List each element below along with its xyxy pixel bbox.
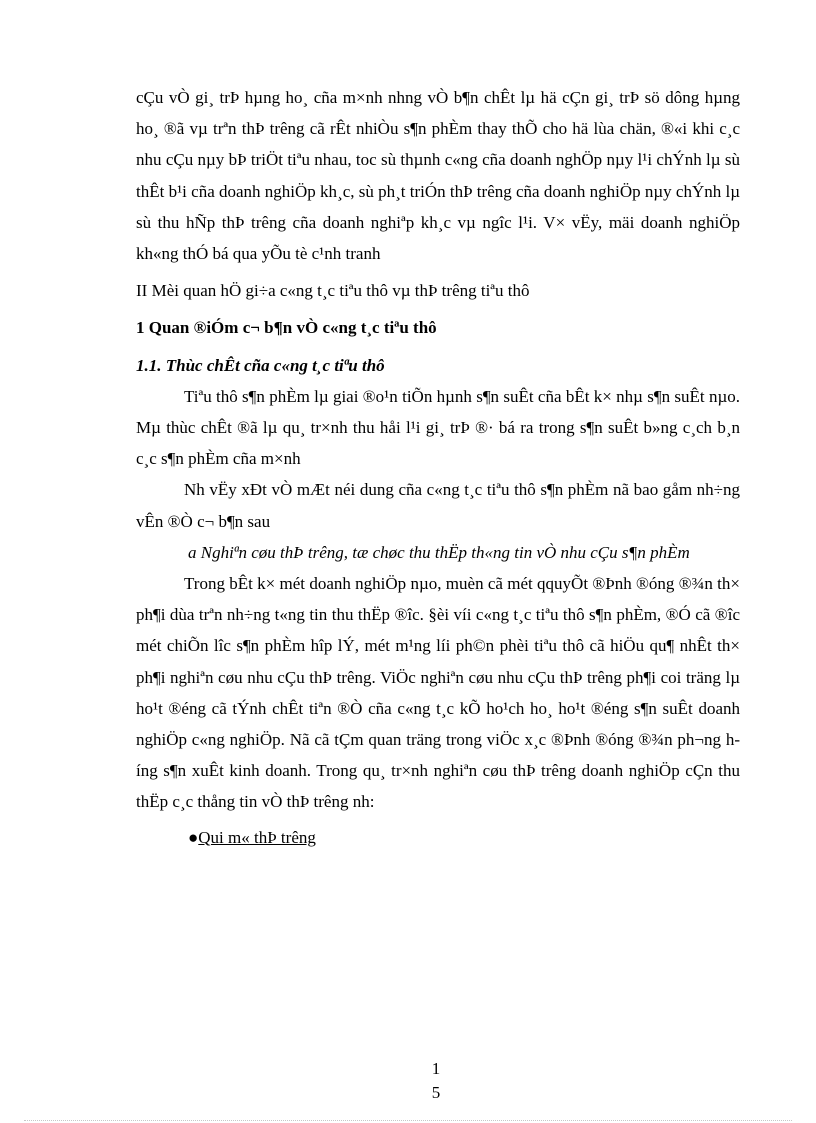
page-number-line2: 5 [431,1083,441,1102]
bullet-text: Qui m« thÞ trêng [198,827,316,847]
bullet-item-market-size [136,822,740,853]
list-item-a: a Nghiªn cøu thÞ trêng, tæ chøc thu thËp th«ng tin vÒ nhu cÇu s¶n phÈm [188,542,690,562]
page-bottom-divider [24,1120,792,1121]
bullet-icon: ● [188,827,199,847]
page-number-line1: 1 [431,1059,441,1078]
paragraph-content: Nh vËy xÐt vÒ mÆt néi dung cña c«ng t¸c tiªu thô s¶n phÈm nã bao gåm nh÷ng vÊn ®Ò c¬ b¶n sau [136,480,740,531]
paragraph-competition: cÇu vÒ gi¸ trÞ hµng ho¸ cña m×nh nhng vÒ b¶n chÊt lµ hä cÇn gi¸ trÞ sö dông hµng ho¸ ®ã vµ trªn thÞ trêng cã rÊt nhiÒu s¶n phÈm thay thÕ cho hä lùa chän, ®«i khi c¸c nhu cÇu nµy bÞ triÖt tiªu nhau, toc sù thµnh c«ng cña doanh nghÖp nµy l¹i chÝnh lµ sù thÊt b¹i cña doanh nghiÖp kh¸c, sù ph¸t triÓn thÞ trêng cña doanh nghiÖp nµy chÝnh lµ sù thu hÑp thÞ trêng cña doanh nghiªp kh¸c vµ ngîc l¹i. V× vËy, mäi doanh nghiÖp kh«ng thÓ bá qua yÕu tè c¹nh tranh [136,88,741,264]
paragraph-essence: Tiªu thô s¶n phÈm lµ giai ®o¹n tiÕn hµnh s¶n suÊt cña bÊt k× nhµ s¶n suÊt nµo. Mµ thùc chÊt ®ã lµ qu¸ tr×nh thu håi l¹i gi¸ trÞ ®· bá ra trong s¶n suÊt b»ng c¸ch b¸n c¸c s¶n phÈm cña m×nh [136,386,740,469]
paragraph-market-research: Trong bÊt k× mét doanh nghiÖp nµo, muèn cã mét qquyÕt ®Þnh ®óng ®¾n th× ph¶i dùa trªn nh÷ng t«ng tin thu thËp ®îc. §èi víi c«ng t¸c tiªu thô s¶n phÈm, ®Ó cã ®îc mét chiÕn lîc s¶n phÈm hîp lÝ, mét m¹ng líi ph©n phèi tiªu thô cã hiÖu qu¶ nhÊt th× ph¶i nghiªn cøu nhu cÇu thÞ trêng. ViÖc nghiªn cøu nhu cÇu thÞ trêng ph¶i coi träng lµ ho¹t ®éng cã tÝnh chÊt tiªn ®Ò cña c«ng t¸c kÕ ho¹ch ho¸ ho¹t ®éng s¶n suÊt doanh nghiÖp c«ng nghiÖp. Nã cã tÇm quan träng trong viÖc x¸c ®Þnh ®óng ®¾n ph¬ng híng s¶n xuÊt kinh doanh. Trong qu¸ tr×nh nghiªn cøu thÞ trêng doanh nghiÖp cÇn thu thËp c¸c thång tin vÒ thÞ trêng nh: [136,574,740,812]
section-heading-1-1: 1.1. Thùc chÊt cña c«ng t¸c tiªu thô [136,355,385,375]
section-heading-1: 1 Quan ®iÓm c¬ b¶n vÒ c«ng t¸c tiªu thô [136,318,437,338]
section-heading-ii: II Mèi quan hÖ gi÷a c«ng t¸c tiªu thô vµ thÞ trêng tiªu thô [136,281,530,301]
page-body [136,82,740,853]
